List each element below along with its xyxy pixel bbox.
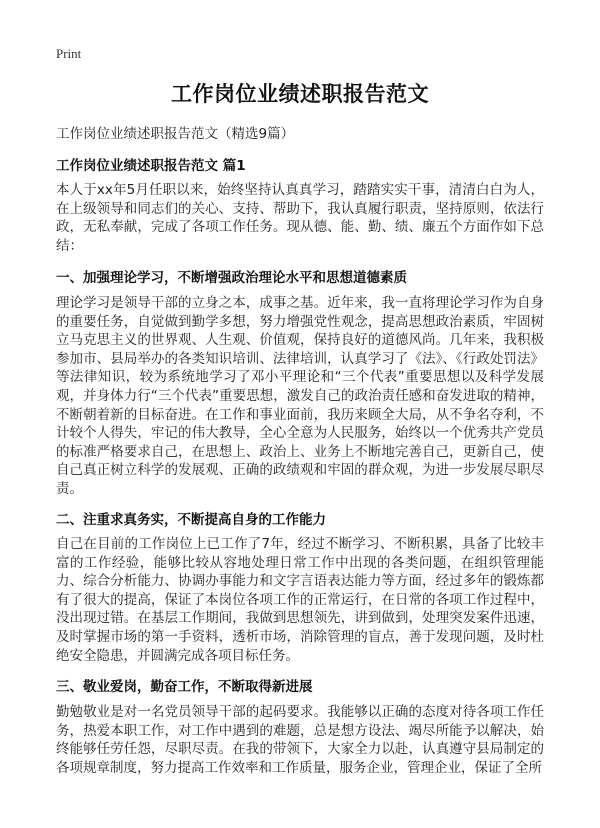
print-label[interactable]: Print bbox=[56, 46, 82, 61]
section-1-heading: 一、加强理论学习，不断增强政治理论水平和思想道德素质 bbox=[56, 270, 407, 286]
article-heading: 工作岗位业绩述职报告范文 篇1 bbox=[56, 158, 246, 174]
section-3-body: 勤勉敬业是对一名党员领导干部的起码要求。我能够以正确的态度对待各项工作任务，热爱本职工作，对工作中遇到的难题，总是想方设法、竭尽所能予以解决，始终能够任劳任怨，尽职尽责。在我的带领下，大家全力以赴，认真遵守县局制定的各项规章制度，努力提高工作效率和工作质量，服务企业，管理企业，保证了全所 bbox=[56, 704, 544, 776]
section-1-body: 理论学习是领导干部的立身之本，成事之基。近年来，我一直将理论学习作为自身的重要任务，自觉做到勤学多想，努力增强党性观念，提高思想政治素质，牢固树立马克思主义的世界观、人生观、价值观，保持良好的道德风尚。几年来，我积极参加市、县局举办的各类知识培训、法律培训，认真学习了《法》、《行政处罚法》等法律知识，较为系统地学习了邓小平理论和“三个代表”重要思想以及科学发展观，并身体力行“三个代表”重要思想，激发自己的政治责任感和奋发进取的精神，不断朝着新的目标奋进。在工作和事业面前，我历来顾全大局，从不争名夺利，不计较个人得失，牢记的伟大教导，全心全意为人民服务，始终以一个优秀共产党员的标准严格要求自己，在思想上、政治上、业务上不断地完善自己，更新自己，使自己真正树立科学的发展观、正确的政绩观和牢固的群众观，为进一步发展尽职尽责。 bbox=[56, 295, 544, 497]
document-title: 工作岗位业绩述职报告范文 bbox=[171, 82, 429, 106]
section-2-heading: 二、注重求真务实，不断提高自身的工作能力 bbox=[56, 512, 326, 528]
document-subtitle: 工作岗位业绩述职报告范文（精选9篇） bbox=[56, 126, 295, 142]
section-2-body: 自己在目前的工作岗位上已工作了7年，经过不断学习、不断积累，具备了比较丰富的工作经验，能够比较从容地处理日常工作中出现的各类问题，在组织管理能力、综合分析能力、协调办事能力和文字言语表达能力等方面，经过多年的锻炼都有了很大的提高，保证了本岗位各项工作的正常运行，在日常的各项工作过程中，没出现过错。在基层工作期间，我做到思想领先，讲到做到，处理突发案件迅速，及时掌握市场的第一手资料，透析市场，消除管理的盲点，善于发现问题，及时杜绝安全隐患，并圆满完成各项目标任务。 bbox=[56, 536, 544, 664]
section-3-heading: 三、敬业爱岗，勤奋工作，不断取得新进展 bbox=[56, 679, 313, 695]
intro-paragraph: 本人于xx年5月任职以来，始终坚持认真真学习，踏踏实实干事，清清白白为人，在上级领导和同志们的关心、支持、帮助下，我认真履行职责，坚持原则，依法行政，无私奉献，完成了各项工作任务。现从德、能、勤、绩、廉五个方面作如下总结： bbox=[56, 182, 544, 254]
